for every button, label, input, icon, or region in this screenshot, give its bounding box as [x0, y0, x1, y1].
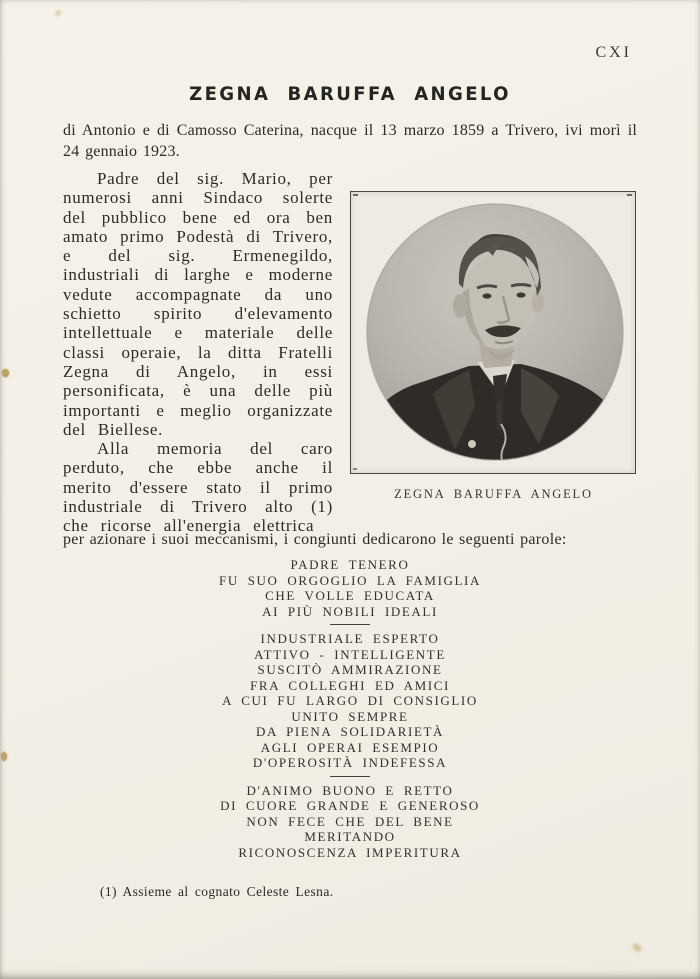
verse-line: A CUI FU LARGO DI CONSIGLIO: [222, 693, 478, 708]
verse-block-3: [63, 783, 637, 861]
age-spot: [631, 942, 643, 953]
verse-block-1: [63, 557, 637, 619]
verse-line: DA PIENA SOLIDARIETÀ: [255, 724, 445, 739]
verse-line: D'ANIMO BUONO E RETTO: [246, 782, 454, 798]
verse-line: MERITANDO: [304, 829, 396, 844]
verse-line: RICONOSCENZA IMPERITURA: [238, 844, 462, 860]
portrait-caption: ZEGNA BARUFFA ANGELO: [394, 487, 593, 501]
verse-line: AI PIÙ NOBILI IDEALI: [262, 603, 438, 619]
biography-column: [63, 169, 333, 536]
verse-line: UNITO SEMPRE: [291, 708, 409, 724]
memorial-verse: [63, 557, 637, 860]
verse-line: DI CUORE GRANDE E GENEROSO: [220, 798, 480, 813]
verse-line: CHE VOLLE EDUCATA: [265, 588, 435, 603]
verse-line: D'OPEROSITÀ INDEFESSA: [252, 755, 448, 770]
portrait-frame: [350, 191, 636, 474]
verse-line: SUSCITÒ AMMIRAZIONE: [257, 662, 443, 677]
verse-divider: [330, 776, 370, 777]
verse-divider: [330, 624, 370, 625]
intro-paragraph: di Antonio e di Camosso Caterina, nacque il 13 marzo 1859 a Trivero, ivi morì il 24 gennaio 1923.: [63, 122, 637, 160]
continuation-paragraph: per azionare i suoi meccanismi, i congiunti dedicarono le seguenti parole:: [63, 531, 567, 548]
article-title: ZEGNA BARUFFA ANGELO: [189, 83, 511, 105]
verse-line: PADRE TENERO: [290, 557, 410, 572]
verse-line: ATTIVO - INTELLIGENTE: [254, 646, 446, 662]
age-spot: [2, 369, 9, 377]
page-number: CXI: [595, 44, 632, 61]
verse-line: AGLI OPERAI ESEMPIO: [260, 739, 440, 755]
verse-line: FRA COLLEGHI ED AMICI: [250, 677, 450, 693]
portrait-image: [351, 192, 635, 473]
biography-section: [63, 169, 637, 536]
verse-line: FU SUO ORGOGLIO LA FAMIGLIA: [219, 572, 481, 588]
age-spot: [55, 10, 61, 16]
biography-paragraph-1: Padre del sig. Mario, per numerosi anni Sindaco solerte del pubblico bene ed ora ben amato primo Podestà di Trivero, e del sig. Ermenegildo, industriali di larghe e moderne vedute accompagnate da uno schietto spirito d'elevamento intellettuale e materiale delle classi operaie, la ditta Fratelli Zegna di Angelo, in essi personificata, è una delle più importanti e meglio organizzate del Biellese.: [63, 169, 333, 439]
verse-block-2: [63, 631, 637, 771]
footnote: (1) Assieme al cognato Celeste Lesna.: [100, 884, 334, 899]
verse-line: NON FECE CHE DEL BENE: [246, 813, 454, 829]
verse-line: INDUSTRIALE ESPERTO: [260, 631, 440, 646]
age-spot: [1, 752, 7, 761]
biography-paragraph-2: Alla memoria del caro perduto, che ebbe anche il merito d'essere stato il primo industriale di Trivero alto (1) che ricorse all'energia elettrica: [63, 439, 333, 536]
portrait-figure: [350, 169, 637, 536]
